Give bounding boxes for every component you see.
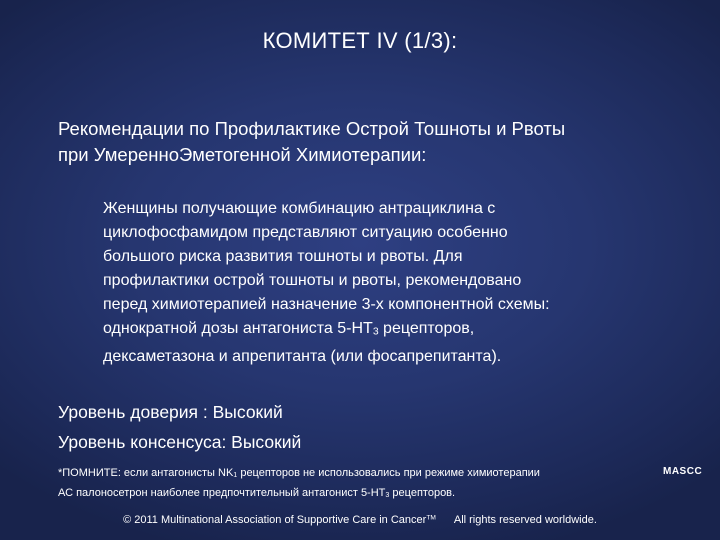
consensus-level: Уровень консенсуса: Высокий <box>58 432 302 452</box>
footnote-text-part: рецепторов не использовались при режиме химиотерапии <box>237 467 540 479</box>
body-line: перед химиотерапией назначение 3-х компонентной схемы: <box>103 296 550 313</box>
evidence-levels <box>58 397 301 457</box>
body-line: большого риска развития тошноты и рвоты. Для <box>103 248 463 265</box>
footnote-text-part: АС палоносетрон наиболее предпочтительный антагонист 5-HT <box>58 487 386 500</box>
subscript: 1 <box>233 471 238 480</box>
recommendation-text <box>103 197 703 369</box>
mascc-logo: MASCC <box>663 466 703 477</box>
rights-text: All rights reserved worldwide. <box>453 514 597 526</box>
body-line: Женщины получающие комбинацию антрациклина с <box>103 200 496 217</box>
copyright-footer <box>0 514 720 526</box>
body-text-part: рецепторов, <box>378 320 475 337</box>
slide-title: КОМИТЕТ IV (1/3): <box>262 28 458 53</box>
trademark-mark: TM <box>426 514 436 522</box>
footnote <box>58 464 668 504</box>
intro-line: при УмеренноЭметогенной Химиотерапии: <box>58 144 427 165</box>
intro-heading <box>58 116 698 168</box>
intro-line: Рекомендации по Профилактике Острой Тошноты и Рвоты <box>58 118 566 139</box>
body-text-part: однократной дозы антагониста 5-HT <box>103 320 373 337</box>
body-line: профилактики острой тошноты и рвоты, рекомендовано <box>103 272 522 289</box>
footnote-text-part: *ПОМНИТЕ: если антагонисты NK <box>58 467 234 479</box>
body-line <box>103 317 703 345</box>
footnote-text-part: рецепторов. <box>389 487 456 500</box>
copyright-text: © 2011 Multinational Association of Supportive Care in Cancer <box>123 514 427 526</box>
footnote-line <box>58 464 668 484</box>
subscript: 3 <box>385 491 390 500</box>
footnote-line <box>58 484 668 504</box>
confidence-level: Уровень доверия : Высокий <box>58 402 283 422</box>
body-line: циклофосфамидом представляют ситуацию особенно <box>103 224 508 241</box>
body-line: дексаметазона и апрепитанта (или фосапрепитанта). <box>103 347 502 365</box>
subscript: 3 <box>372 326 379 338</box>
